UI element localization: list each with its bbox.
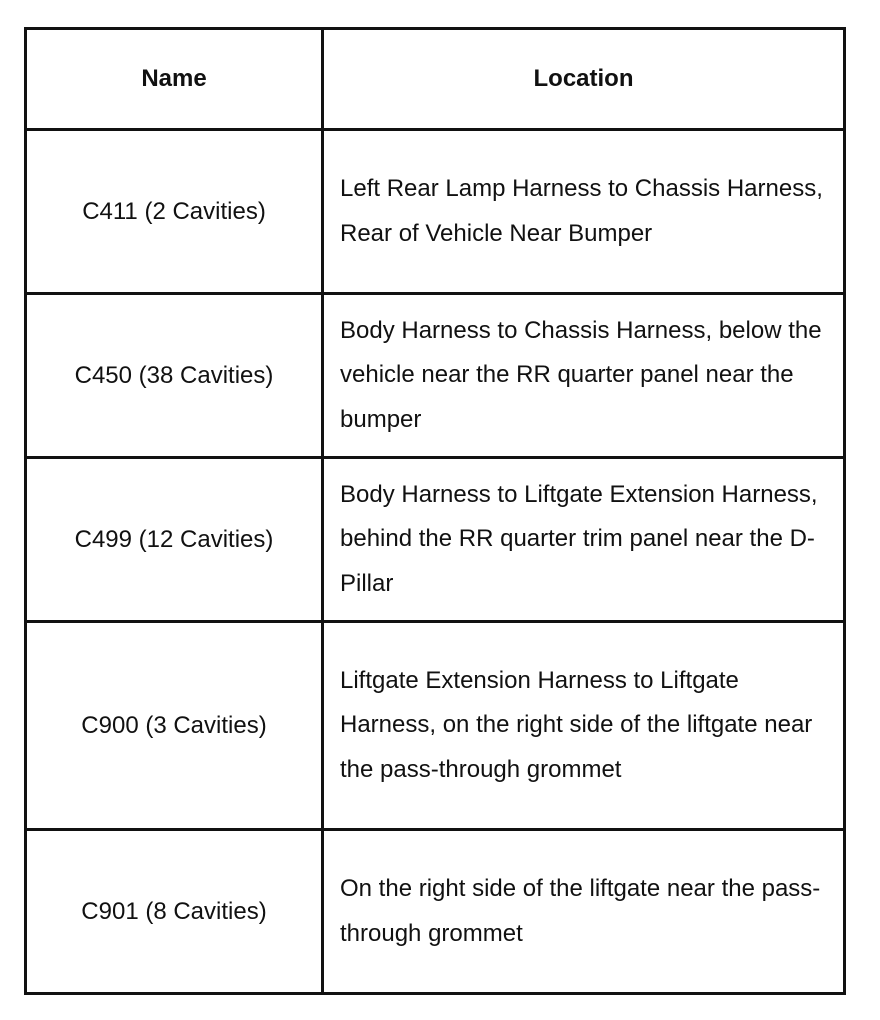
connector-location-cell: Body Harness to Liftgate Extension Harness, behind the RR quarter trim panel near the D-Pillar (323, 458, 845, 622)
connector-name-cell: C450 (38 Cavities) (26, 294, 323, 458)
connector-name-cell: C411 (2 Cavities) (26, 130, 323, 294)
connector-name-cell: C499 (12 Cavities) (26, 458, 323, 622)
connector-location-cell: Body Harness to Chassis Harness, below the vehicle near the RR quarter panel near the bumper (323, 294, 845, 458)
connector-location-cell: On the right side of the liftgate near the pass-through grommet (323, 830, 845, 994)
table-row (26, 830, 845, 994)
table-header-row (26, 29, 845, 130)
column-header-name: Name (26, 29, 323, 130)
connector-location-cell: Liftgate Extension Harness to Liftgate Harness, on the right side of the liftgate near the pass-through grommet (323, 622, 845, 830)
connector-name-cell: C901 (8 Cavities) (26, 830, 323, 994)
connector-location-table (24, 27, 846, 995)
table-row (26, 130, 845, 294)
table-row (26, 622, 845, 830)
column-header-location: Location (323, 29, 845, 130)
connector-name-cell: C900 (3 Cavities) (26, 622, 323, 830)
table-row (26, 294, 845, 458)
connector-location-cell: Left Rear Lamp Harness to Chassis Harness, Rear of Vehicle Near Bumper (323, 130, 845, 294)
table-row (26, 458, 845, 622)
